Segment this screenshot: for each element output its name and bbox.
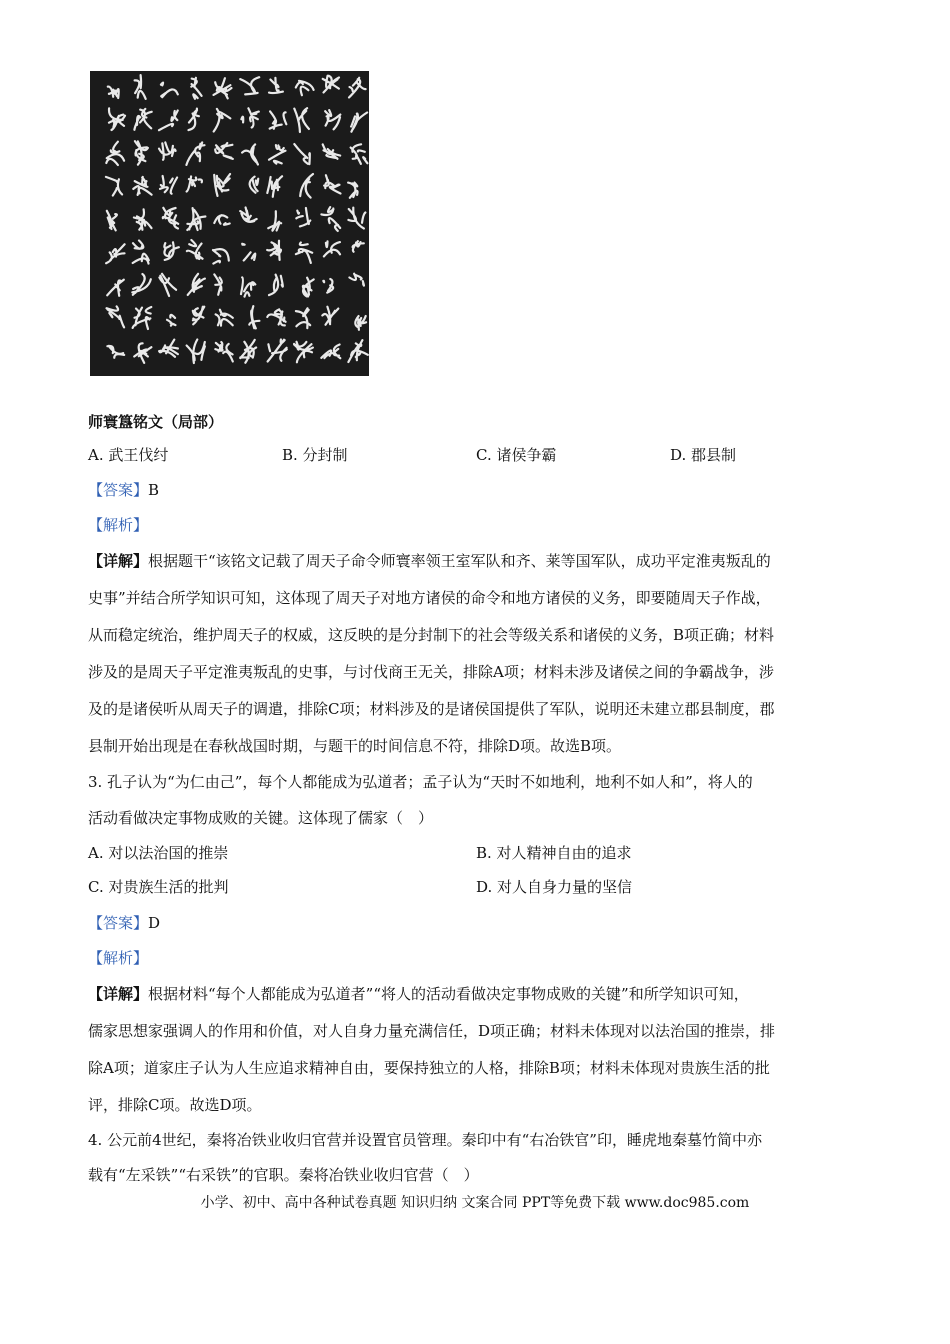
q3-detail-line (88, 984, 749, 1004)
q3-option-a: A. 对以法治国的推崇 (88, 844, 229, 862)
inscription-rubbing-image (90, 71, 369, 376)
q2-option-c: C. 诸侯争霸 (476, 446, 557, 464)
q2-analysis-label: 【解析】 (88, 516, 149, 534)
q3-detail-line: 儒家思想家强调人的作用和价值，对人自身力量充满信任，D项正确；材料未体现对以法治国的推崇，排 (88, 1022, 776, 1040)
q2-option-b: B. 分封制 (282, 446, 348, 464)
q2-detail-line: 县制开始出现是在春秋战国时期，与题干的时间信息不符，排除D项。故选B项。 (88, 737, 622, 755)
q2-detail-line: 及的是诸侯听从周天子的调遣，排除C项；材料涉及的是诸侯国提供了军队，说明还未建立郡县制度，郡 (88, 700, 775, 718)
q3-answer (88, 913, 160, 933)
q3-detail-line: 除A项；道家庄子认为人生应追求精神自由，要保持独立的人格，排除B项；材料未体现对贵族生活的批 (88, 1059, 770, 1077)
answer-label: 【答案】 (88, 481, 149, 499)
q3-option-c: C. 对贵族生活的批判 (88, 878, 229, 896)
q2-option-a: A. 武王伐纣 (88, 446, 169, 464)
q2-option-d: D. 郡县制 (670, 446, 737, 464)
footer-text: 小学、初中、高中各种试卷真题 知识归纳 文案合同 PPT等免费下载 www.doc985.com (200, 1195, 750, 1211)
q3-option-b: B. 对人精神自由的追求 (476, 844, 632, 862)
q3-stem-line: 活动看做决定事物成败的关键。这体现了儒家（ ） (88, 809, 434, 827)
q2-detail-line (88, 551, 771, 571)
answer-label: 【答案】 (88, 914, 149, 932)
answer-value: D (148, 914, 161, 932)
q4-stem-line: 4. 公元前4世纪，秦将冶铁业收归官营并设置官员管理。秦印中有“右冶铁官”印，睡虎地秦墓竹简中亦 (88, 1131, 762, 1149)
q2-detail-line: 史事”并结合所学知识可知，这体现了周天子对地方诸侯的命令和地方诸侯的义务，即要随周天子作战， (88, 589, 771, 607)
rubbing-glyphs (90, 71, 369, 376)
answer-value: B (148, 481, 160, 499)
q4-stem-line: 载有“左采铁”“右采铁”的官职。秦将冶铁业收归官营（ ） (88, 1166, 479, 1184)
q2-detail-line: 涉及的是周天子平定淮夷叛乱的史事，与讨伐商王无关，排除A项；材料未涉及诸侯之间的争霸战争，涉 (88, 663, 774, 681)
q2-answer (88, 480, 159, 500)
detail-label: 【详解】 (88, 985, 149, 1003)
detail-text: 根据题干“该铭文记载了周天子命令师寰率领王室军队和齐、莱等国军队，成功平定淮夷叛乱的 (148, 552, 771, 570)
q2-detail-line: 从而稳定统治，维护周天子的权威，这反映的是分封制下的社会等级关系和诸侯的义务，B项正确；材料 (88, 626, 775, 644)
q3-stem-line: 3. 孔子认为“为仁由己”，每个人都能成为弘道者；孟子认为“天时不如地利，地利不如人和”，将人的 (88, 773, 753, 791)
detail-text: 根据材料“每个人都能成为弘道者”“将人的活动看做决定事物成败的关键”和所学知识可知， (148, 985, 749, 1003)
q3-detail-line: 评，排除C项。故选D项。 (88, 1096, 262, 1114)
q3-analysis-label: 【解析】 (88, 949, 149, 967)
detail-label: 【详解】 (88, 552, 149, 570)
q3-option-d: D. 对人自身力量的坚信 (476, 878, 633, 896)
figure-caption: 师寰簋铭文（局部） (88, 413, 224, 431)
